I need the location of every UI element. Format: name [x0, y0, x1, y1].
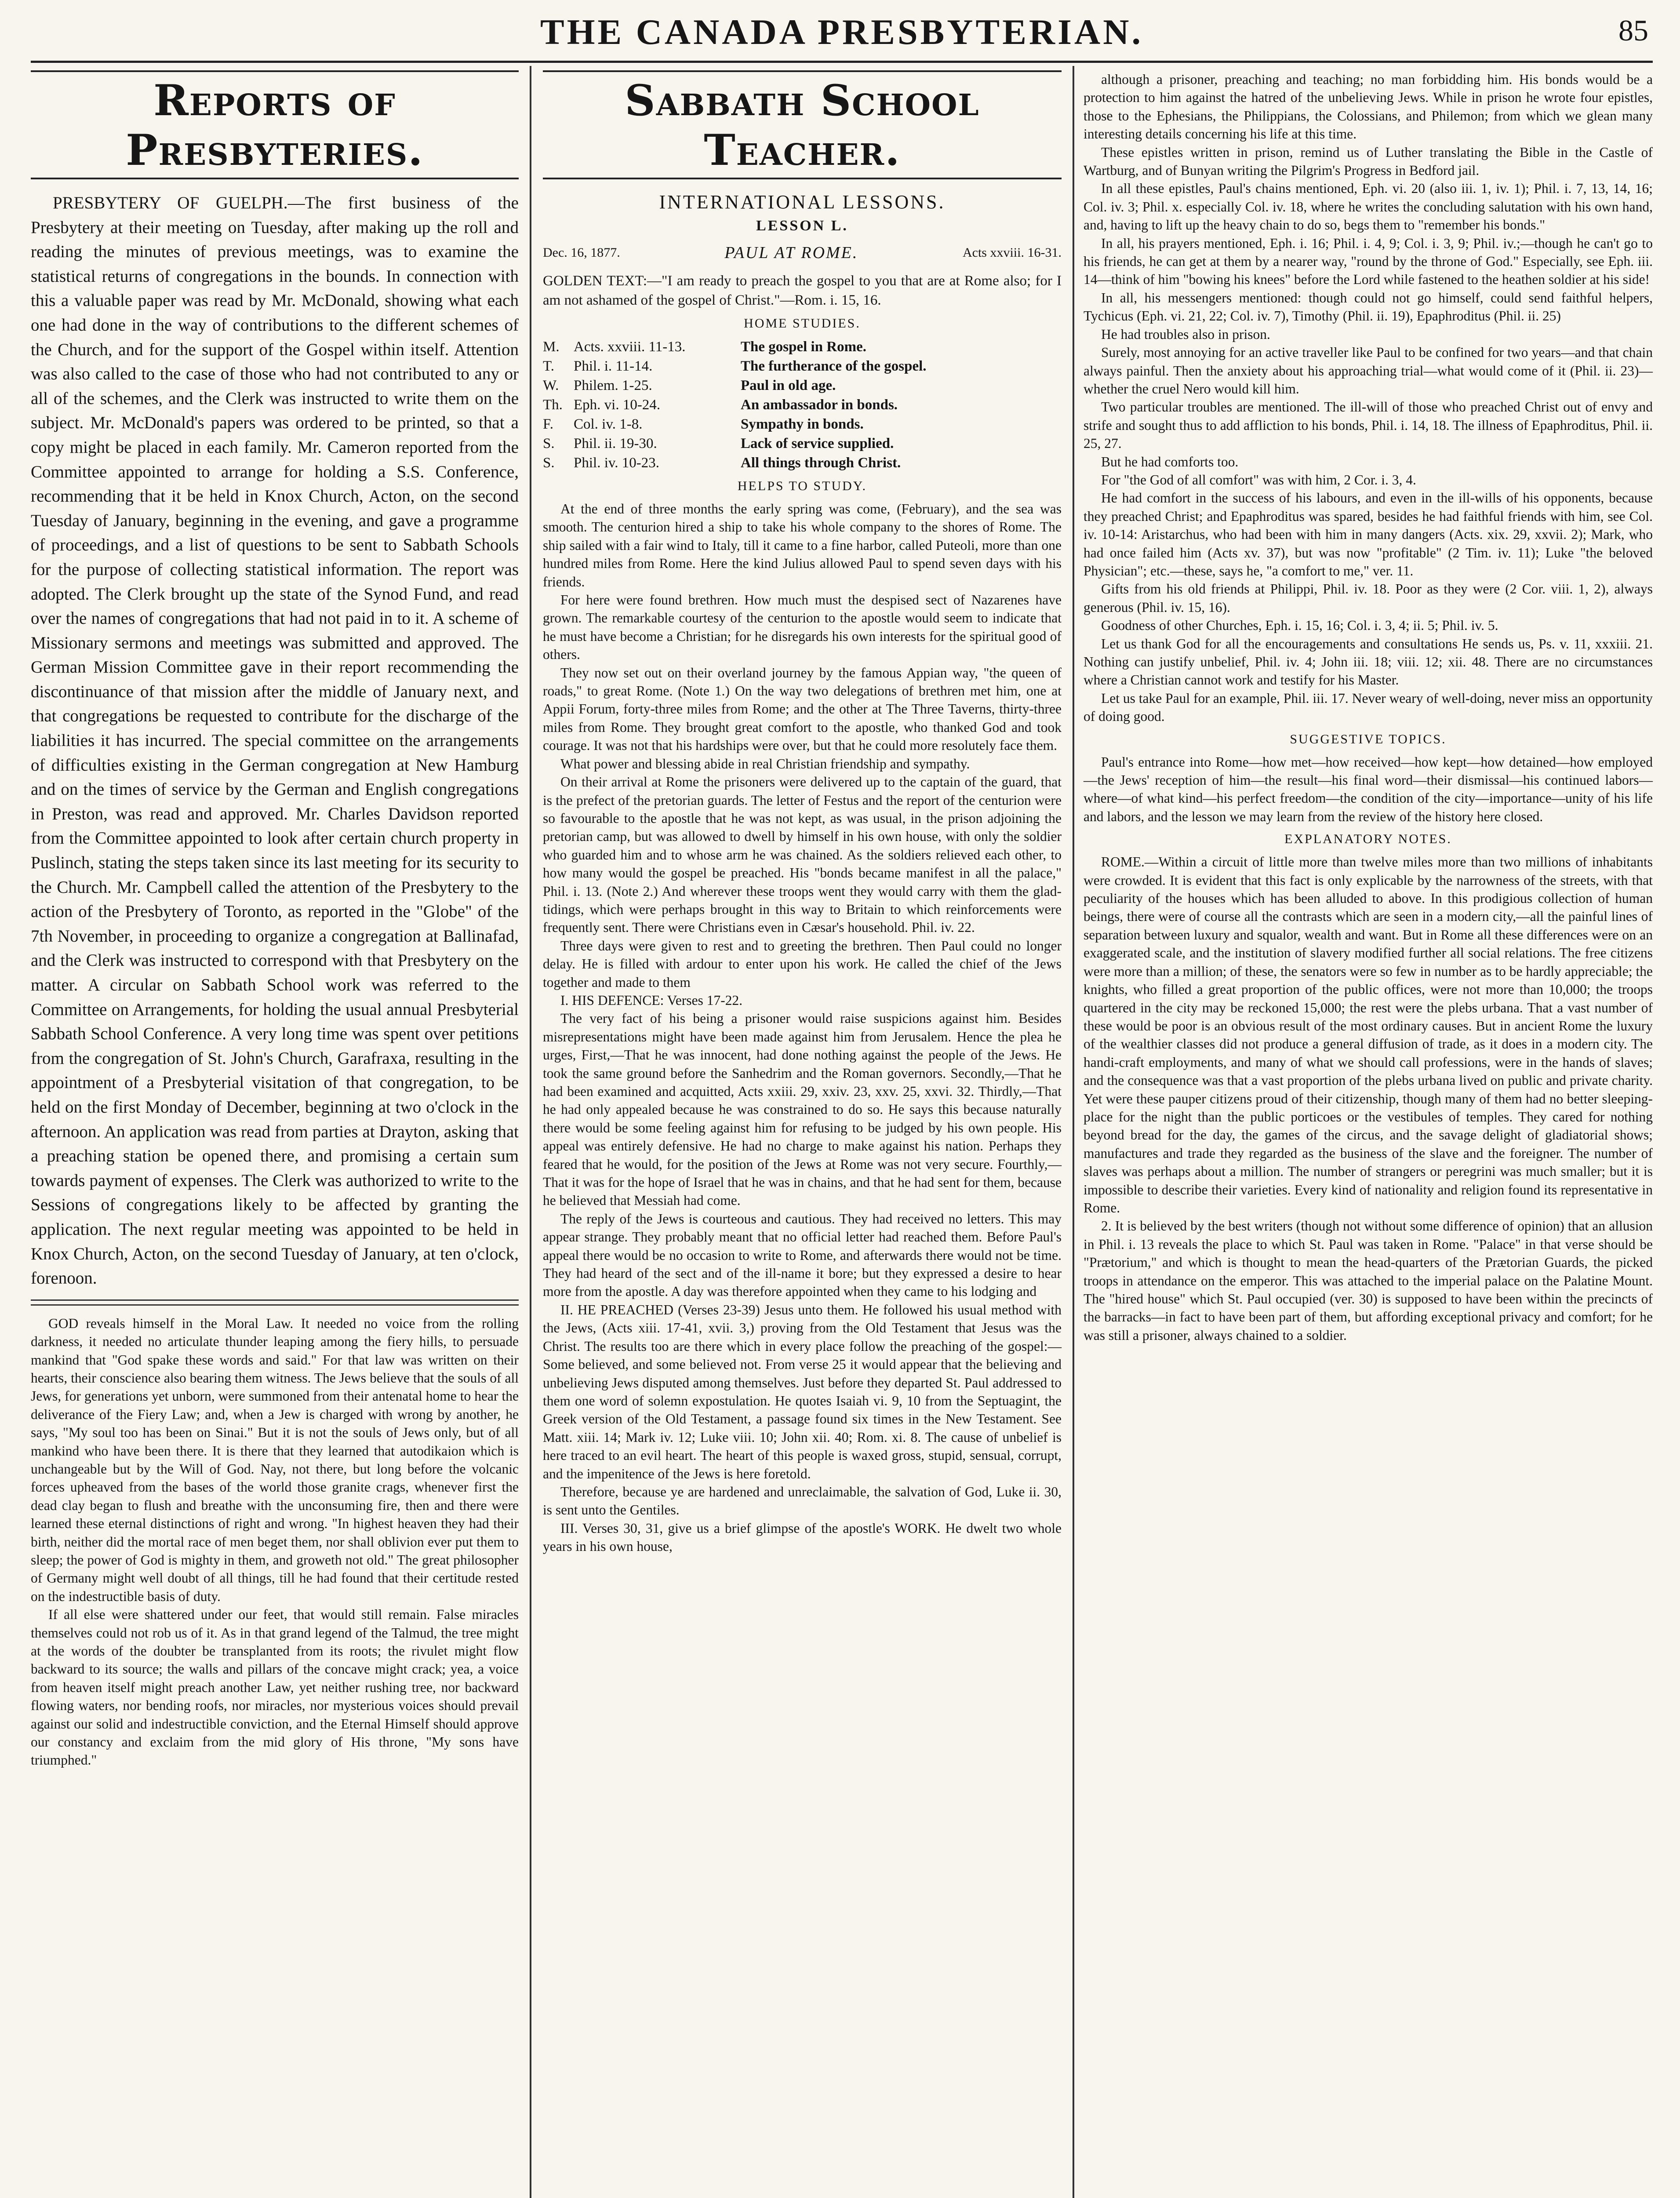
article-paragraph: Two particular troubles are mentioned. The ill-will of those who preached Christ out of envy and strife and sought thus to add affliction to his bonds, Phil. i. 14, 18. The illness of Epaphroditus, Phil. ii. 25, 27. [1084, 399, 1653, 451]
helps-paragraph: They now set out on their overland journey by the famous Appian way, "the queen of roads," to great Rome. (Note 1.) On the way two delegations of brethren met him, one at Appii Forum, forty-three miles from Rome; and the other at The Three Taverns, thirty-three miles from Rome. They brought great comfort to the apostle, who thanked God and took courage. It was not that his hardships were over, but that he could more resolutely face them. [543, 665, 1062, 753]
sabbath-heading: Sabbath School Teacher. [625, 76, 980, 175]
list-item: W. Philem. 1-25. Paul in old age. [543, 378, 836, 393]
explanatory-notes [1084, 853, 1653, 1344]
article-paragraph: In all, his messengers mentioned: though could not go himself, could send faithful helpers, Tychicus (Eph. vi. 21, 22; Col. iv. 7), Timothy (Phil. ii. 19), Epaphroditus (Phil. ii. 25) [1084, 290, 1653, 324]
golden-text: GOLDEN TEXT:—"I am ready to preach the gospel to you that are at Rome also; for I am not ashamed of the gospel of Christ."—Rom. i. 15, 16. [543, 273, 1062, 308]
helps-paragraph: Therefore, because ye are hardened and unreclaimable, the salvation of God, Luke ii. 30, is sent unto the Gentiles. [543, 1484, 1062, 1518]
helps-paragraph: Three days were given to rest and to greeting the brethren. Then Paul could no longer delay. He is filled with ardour to enter upon his work. He called the chief of the Jews together and made to them [543, 938, 1062, 990]
page-number: 85 [1618, 14, 1648, 47]
article-paragraph: For "the God of all comfort" was with him, 2 Cor. i. 3, 4. [1101, 472, 1416, 488]
suggestive-topics [1084, 753, 1653, 826]
article-paragraph: Surely, most annoying for an active traveller like Paul to be confined for two years—and that chain always painful. Then the anxiety about his approaching trial—what would come of it (Phil. ii. 23)—whether the cruel Nero would kill him. [1084, 345, 1653, 397]
article-paragraph: Paul's entrance into Rome—how met—how received—how kept—how detained—how employed—the Jews' reception of him—the result—his final word—their dismissal—his continued labors—where—of what kind—his perfect freedom—the condition of the city—importance—unity of his life and labors, and the lesson we may learn from the review of the history here closed. [1084, 754, 1653, 824]
column-continued [1084, 70, 1653, 1344]
list-item: S. Phil. ii. 19-30. Lack of service supplied. [543, 436, 894, 451]
section-divider [31, 1299, 519, 1306]
helps-paragraph: On their arrival at Rome the prisoners were delivered up to the captain of the guard, that is the prefect of the pretorian guards. The letter of Festus and the report of the centurion were so favourable to the apostle that he was not kept, as was usual, in the prison adjoining the pretorian camp, but was allowed to dwell by himself in his own house, with only the soldier who guarded him and to whose arm he was chained. As the soldiers relieved each other, to how many would the gospel be preached. His "bonds became manifest in all the palace," Phil. i. 13. (Note 2.) And wherever these troops went they would carry with them the glad-tidings, which were perhaps brought in this way to Britain to which reinforcements were frequently sent. There were Christians even in Cæsar's household. Phil. iv. 22. [543, 774, 1062, 935]
moral-law-article [31, 1314, 519, 1769]
column-divider [530, 66, 531, 2198]
article-paragraph: These epistles written in prison, remind us of Luther translating the Bible in the Castle of Wartburg, and of Bunyan writing the Pilgrim's Progress in Bedford jail. [1084, 144, 1653, 178]
helps-label: HELPS TO STUDY. [737, 479, 867, 493]
article-paragraph: Gifts from his old friends at Philippi, Phil. iv. 18. Poor as they were (2 Cor. viii. 1, 2), always generous (Phil. iv. 15, 16). [1084, 581, 1653, 615]
article-paragraph: although a prisoner, preaching and teaching; no man forbidding him. His bonds would be a protection to him against the hatred of the unbelieving Jews. While in prison he wrote four epistles, those to the Ephesians, the Philippians, the Colossians, and Philemon; from which we glean many interesting details concerning his life at this time. [1084, 72, 1653, 142]
newspaper-title: THE CANADA PRESBYTERIAN. [540, 12, 1143, 52]
lesson-continued [1084, 70, 1653, 726]
presbyteries-heading: Reports of Presbyteries. [126, 76, 424, 175]
column-sabbath-school [543, 70, 1062, 1556]
column-divider [1073, 66, 1074, 2198]
presbytery-report [31, 191, 519, 1291]
section-title: INTERNATIONAL LESSONS. [659, 191, 945, 213]
suggestive-topics-label: SUGGESTIVE TOPICS. [1290, 731, 1447, 746]
article-paragraph: Let us take Paul for an example, Phil. iii. 17. Never weary of well-doing, never miss an opportunity of doing good. [1084, 690, 1653, 724]
helps-to-study [543, 500, 1062, 1556]
article-paragraph: He had troubles also in prison. [1101, 326, 1270, 342]
explanatory-notes-label: EXPLANATORY NOTES. [1284, 832, 1452, 847]
helps-paragraph: For here were found brethren. How much must the despised sect of Nazarenes have grown. The remarkable courtesy of the centurion to the apostle would seem to indicate that he must have become a Christian; for he disregards his own interests for the spiritual good of others. [543, 592, 1062, 662]
presbyteries-heading-frame [31, 70, 519, 179]
article-paragraph: GOD reveals himself in the Moral Law. It needed no voice from the rolling darkness, it needed no articulate thunder leaping among the fiery hills, to persuade mankind that "God spake these words and said." For that law was written on their hearts, their conscience also bearing them witness. The Jews believe that the souls of all Jews, for generations yet unborn, were summoned from their antenatal home to hear the deliverance of the Fiery Law; and, when a Jew is charged with wrong by another, he says, "My soul too has been on Sinai." But it is not the souls of Jews only, but of all mankind who have been there. It is there that they learned that autodikaion which is unchangeable but by the Will of God. Nay, not there, but long before the volcanic forces upheaved from the bases of the world those granite crags, whenever first the dead clay began to flush and breathe with the unconsuming fire, then and there were learned these eternal distinctions of right and wrong. "In highest heaven they had their birth, neither did the mortal race of men beget them, nor shall oblivion ever put them to sleep; the power of God is mighty in them, and groweth not old." The great philosopher of Germany might well doubt of all things, till he had found that their certitude rested on the indestructible basis of duty. [31, 1315, 519, 1604]
article-paragraph: In all, his prayers mentioned, Eph. i. 16; Phil. i. 4, 9; Col. i. 3, 9; Phil. iv.;—though he can't go to his friends, he can get at them by a nearer way, "round by the throne of God." Especially, see Eph. iii. 14—think of him "bowing his knees" before the Lord while fastened to the heathen soldier at his side! [1084, 235, 1653, 287]
home-studies-label: HOME STUDIES. [744, 316, 861, 331]
report-paragraph: PRESBYTERY OF GUELPH.—The first business of the Presbytery at their meeting on Tuesday, after making up the roll and reading the minutes of previous meetings, was to examine the statistical returns of congregations in the bounds. In connection with this a valuable paper was read by Mr. McDonald, showing what each one had done in the way of contributions to the different schemes of the Church, and for the support of the Gospel within itself. Attention was also called to the case of those who had not contributed to any or all of the schemes, and the Clerk was instructed to write them on the subject. Mr. McDonald's papers was ordered to be printed, so that a copy might be placed in each family. Mr. Cameron reported from the Committee appointed to arrange for holding a S.S. Conference, recommending that it be held in Knox Church, Acton, on the second Tuesday of January, beginning in the evening, and gave a programme of proceedings, and a list of questions to be sent to Sabbath Schools for the purpose of collecting statistical information. The report was adopted. The Clerk brought up the state of the Synod Fund, and read over the names of congregations that had not paid in to it. A scheme of Missionary sermons and meetings was submitted and approved. The German Mission Committee gave in their report recommending the discontinuance of that mission after the middle of January next, and that congregations be requested to contribute for the discharge of the liabilities it has incurred. The special committee on the arrangements of difficulties existing in the German congregation at New Hamburg and on the times of service by the German and English congregations in Preston, was read and approved. Mr. Charles Davidson reported from the Committee appointed to look after certain church property in Puslinch, stating the steps taken since its last meeting for its security to the Church. Mr. Campbell called the attention of the Presbytery to the action of the Presbytery of Toronto, as reported in the "Globe" of the 7th November, in proceeding to organize a congregation at Ballinafad, and the Clerk was instructed to correspond with that Presbytery on the matter. A circular on Sabbath School work was referred to the Committee on Arrangements, for holding the usual annual Presbyterial Sabbath School Conference. A very long time was spent over petitions from the congregation of St. John's Church, Garafraxa, resulting in the appointment of a Presbyterial visitation of that congregation, to be held on the first Monday of December, beginning at two o'clock in the afternoon. An application was read from parties at Drayton, asking that a preaching station be opened there, and promising a certain sum towards payment of expenses. The Clerk was authorized to write to the Sessions of congregations likely to be affected by granting the application. The next regular meeting was appointed to be held in Knox Church, Acton, on the second Tuesday of January, at ten o'clock, forenoon. [31, 193, 519, 1288]
lesson-number: LESSON L. [756, 218, 848, 234]
article-paragraph: 2. It is believed by the best writers (though not without some difference of opinion) that an allusion in Phil. i. 13 reveals the place to which St. Paul was taken in Rome. "Palace" in that verse should be "Prætorium," and which is thought to mean the head-quarters of the Prætorian Guards, the picked troops in attendance on the emperor. This was attached to the imperial palace on the Palatine Mount. The "hired house" which St. Paul occupied (ver. 30) is supposed to have been within the precincts of the barracks—in fact to have been part of them, but affording exceptional privacy and comfort; for he was still a prisoner, always chained to a soldier. [1084, 1218, 1653, 1343]
list-item: T. Phil. i. 11-14. The furtherance of the gospel. [543, 358, 927, 374]
helps-paragraph: What power and blessing abide in real Christian friendship and sympathy. [560, 756, 970, 771]
helps-paragraph: The very fact of his being a prisoner would raise suspicions against him. Besides misrepresentations might have been made against him from Jerusalem. Hence the plea he urges, First,—That he was innocent, had done nothing against the people of the Jews. He took the same ground before the Sanhedrim and the Roman governors. Secondly,—That he had been examined and acquitted, Acts xxiii. 29, xxiv. 23, xxv. 25, xxvi. 32. Thirdly,—That he had only appealed because he was constrained to do so. He says this because naturally there would be some feeling against him for refusing to be judged by his own people. His appeal was entirely defensive. He had no charge to make against his nation. Perhaps they feared that he would, for the position of the Jews at Rome was not very secure. Fourthly,—That it was for the hope of Israel that he was in chains, and that he had sent for them, because he believed that Messiah had come. [543, 1011, 1062, 1208]
article-paragraph: Let us thank God for all the encouragements and consultations He sends us, Ps. v. 11, xxxiii. 21. Nothing can justify unbelief, Phil. iv. 4; John iii. 18; viii. 12; xii. 48. There are no circumstances where a Christian cannot work and testify for his Master. [1084, 636, 1653, 688]
masthead [31, 9, 1653, 61]
lesson-title: PAUL AT ROME. [724, 244, 858, 262]
list-item: M. Acts. xxviii. 11-13. The gospel in Rome. [543, 339, 867, 355]
helps-paragraph: II. HE PREACHED (Verses 23-39) Jesus unto them. He followed his usual method with the Jews, (Acts xiii. 17-41, xvii. 3,) proving from the Old Testament that Jesus was the Christ. The results too are there which in every place follow the preaching of the gospel:—Some believed, and some believed not. From verse 25 it would appear that the believing and unbelieving Jews disputed among themselves. Just before they departed St. Paul addressed to them one word of solemn expostulation. He quotes Isaiah vi. 9, 10 from the Septuagint, the Greek version of the Old Testament, a passage found six times in the New Testament. See Matt. xiii. 14; Mark iv. 12; Luke viii. 10; John xii. 40; Rom. xi. 8. The cause of unbelief is here traced to an evil heart. The heart of this people is waxed gross, stupid, sensual, corrupt, and the impenitence of the Jews is here foretold. [543, 1302, 1062, 1481]
article-paragraph: ROME.—Within a circuit of little more than twelve miles more than two millions of inhabitants were crowded. It is evident that this fact is only explicable by the narrowness of the streets, with that peculiarity of the houses which has been alluded to above. In this prodigious collection of human beings, there were of course all the contrasts which are seen in a modern city,—all the painful lines of separation between luxury and squalor, wealth and want. But in Rome all these differences were on an exaggerated scale, and the institution of slavery modified further all social relations. The free citizens were more than a million; of these, the senators were so few in number as to be hardly appreciable; the knights, who filled a great proportion of the public offices, were not more than 10,000; the troops quartered in the city may be reckoned 15,000; the rest were the plebs urbana. That a vast number of these would be poor is an obvious result of the most ordinary causes. But in ancient Rome the luxury of the wealthier classes did not produce a general diffusion of trade, as it does in a modern city. The handi-craft employments, and many of what we should call professions, were in the hands of slaves; and the consequence was that a vast proportion of the plebs urbana lived on public and private charity. Yet were these pauper citizens proud of their citizenship, though many of them had no better sleeping-place for the night than the public porticoes or the vestibules of temples. They cared for nothing beyond bread for the day, the games of the circus, and the savage delight of gladiatorial shows; manufactures and trade they regarded as the business of the slave and the foreigner. The number of slaves was perhaps about a million. The number of strangers or peregrini was much smaller; but it is impossible to describe their varieties. Every kind of nationality and religion found its representative in Rome. [1084, 854, 1653, 1215]
lesson-header [543, 243, 1062, 262]
helps-paragraph: The reply of the Jews is courteous and cautious. They had received no letters. This may appear strange. They probably meant that no official letter had reached them. Before Paul's appeal there would be no occasion to write to Rome, and afterwards there would not be time. They had heard of the sect and of the ill-name it bore; but they expressed a desire to hear more from the apostle. A day was therefore appointed when they came to his lodging and [543, 1211, 1062, 1299]
article-paragraph: He had comfort in the success of his labours, and even in the ill-wills of his opponents, because they preached Christ; and Epaphroditus was spared, besides he had faithful friends with him, see Col. iv. 10-14: Aristarchus, who had been with him in many dangers (Acts. xix. 29, xxvii. 2); Mark, who had once failed him (Acts xv. 37), but was now "profitable" (2 Tim. iv. 11); Luke "the beloved Physician"; etc.—these, says he, "a comfort to me," ver. 11. [1084, 490, 1653, 579]
list-item: F. Col. iv. 1-8. Sympathy in bonds. [543, 416, 864, 432]
helps-subheading: I. HIS DEFENCE: Verses 17-22. [560, 992, 743, 1008]
home-studies-list [543, 337, 1062, 473]
list-item: Th. Eph. vi. 10-24. An ambassador in bonds. [543, 397, 898, 413]
lesson-scripture: Acts xxviii. 16-31. [962, 245, 1062, 260]
column-presbyteries [31, 70, 519, 1769]
masthead-rule [31, 61, 1653, 63]
sabbath-heading-frame [543, 70, 1062, 179]
article-paragraph: In all these epistles, Paul's chains mentioned, Eph. vi. 20 (also iii. 1, iv. 1); Phil. i. 7, 13, 14, 16; Col. iv. 3; Phil. x. especially Col. iv. 18, where he writes the concluding salutation with his own hand, and, having to lift up the heavy chain to do so, begs them to "remember his bonds." [1084, 181, 1653, 233]
list-item: S. Phil. iv. 10-23. All things through Christ. [543, 455, 901, 471]
article-paragraph: If all else were shattered under our feet, that would still remain. False miracles themselves could not rob us of it. As in that grand legend of the Talmud, the tree might at the words of the doubter be transplanted from its roots; the rivulet might flow backward to its source; the walls and pillars of the concave might crack; yea, a voice from heaven itself might preach another Law, yet neither rushing tree, nor backward flowing waters, nor bending roofs, nor miracles, nor mysterious voices should prevail against our solid and indestructible conviction, and the Eternal Himself should approve our constancy and exclaim from the mid glory of His throne, "My sons have triumphed." [31, 1607, 519, 1768]
helps-paragraph: At the end of three months the early spring was come, (February), and the sea was smooth. The centurion hired a ship to take his whole company to the shores of Rome. The ship sailed with a fair wind to Italy, till it came to a fine harbor, called Puteoli, more than one hundred miles from Rome. Here the kind Julius allowed Paul to spend seven days with his friends. [543, 501, 1062, 590]
lesson-date: Dec. 16, 1877. [543, 245, 620, 260]
helps-paragraph: III. Verses 30, 31, give us a brief glimpse of the apostle's WORK. He dwelt two whole years in his own house, [543, 1520, 1062, 1554]
article-paragraph: Goodness of other Churches, Eph. i. 15, 16; Col. i. 3, 4; ii. 5; Phil. iv. 5. [1101, 618, 1498, 633]
article-paragraph: But he had comforts too. [1101, 454, 1239, 469]
